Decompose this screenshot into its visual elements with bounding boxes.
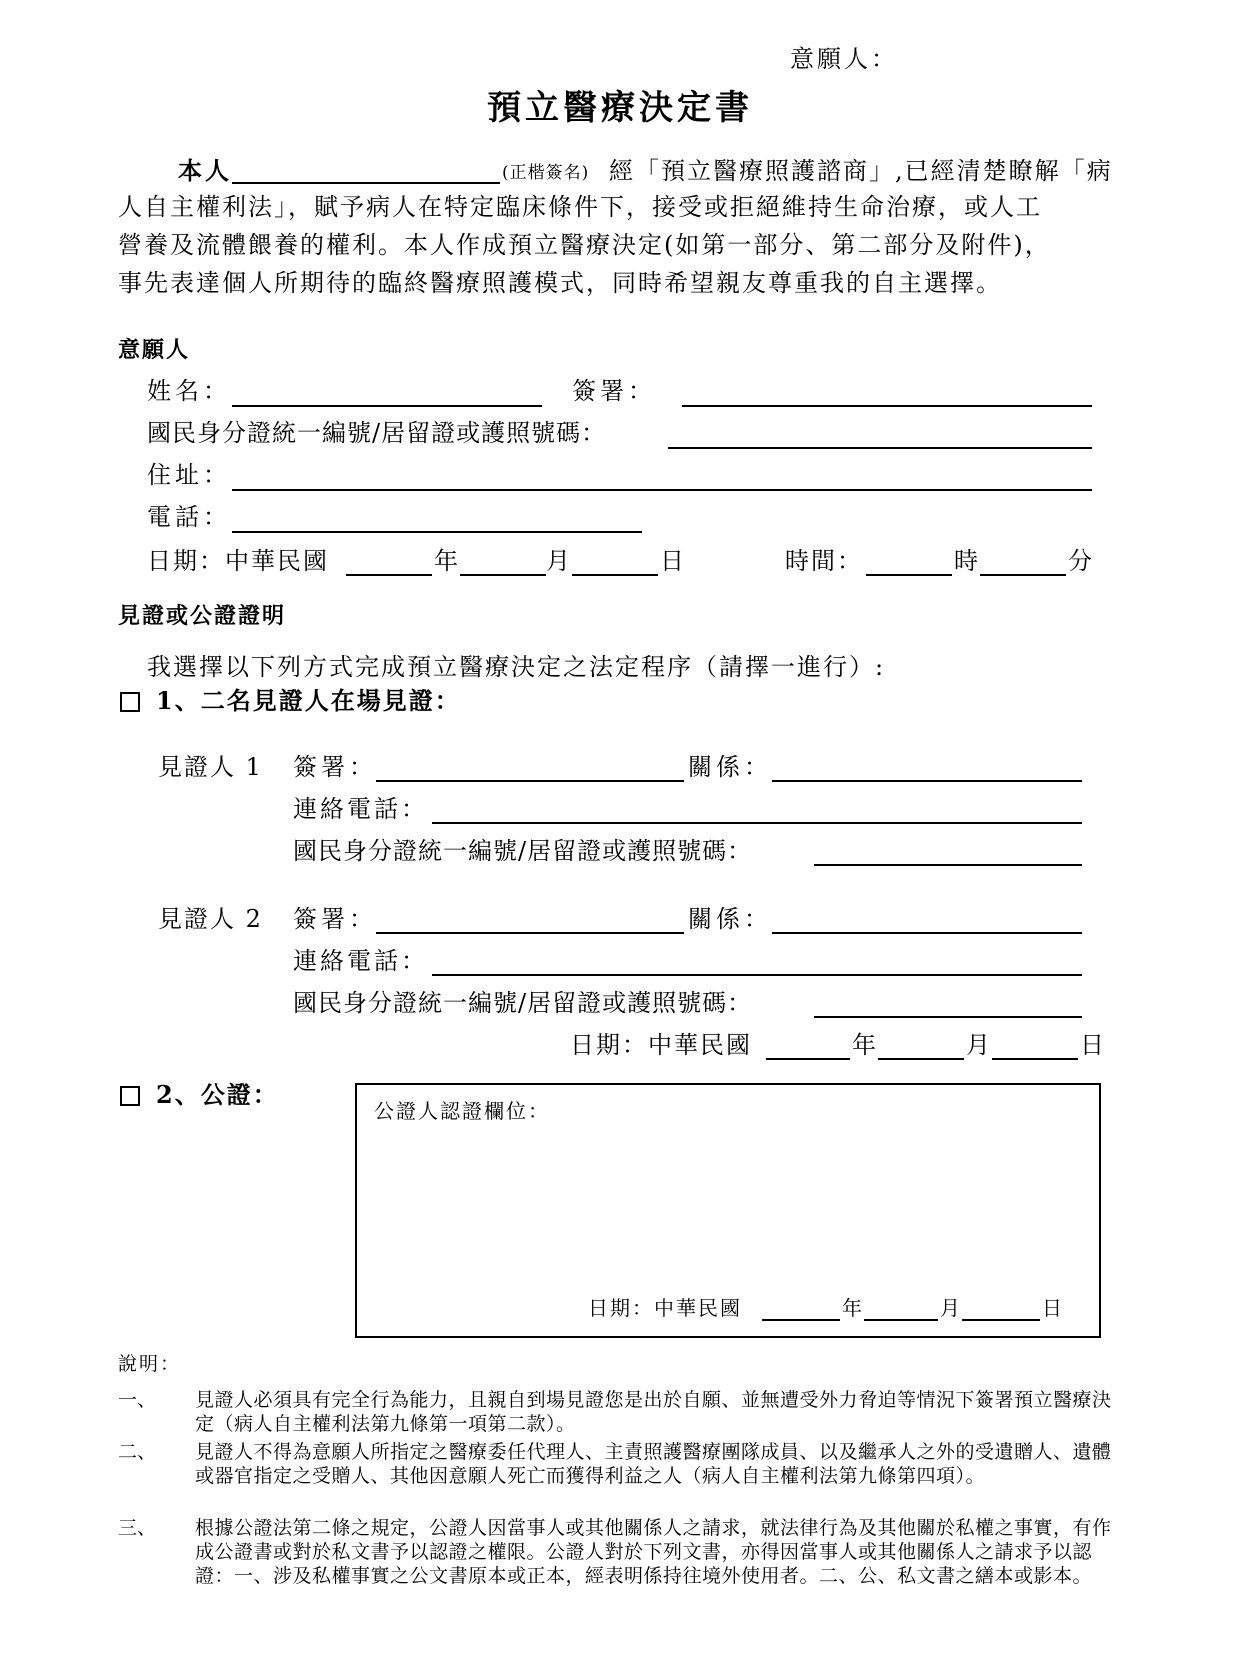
notary-date-day-field[interactable] bbox=[962, 1319, 1040, 1321]
intro-line3: 營養及流體餵養的權利。本人作成預立醫療決定(如第一部分、第二部分及附件)， bbox=[118, 231, 1051, 259]
witness2-label: 見證人 2 bbox=[158, 905, 263, 933]
notary-date-label: 日期：中華民國 bbox=[588, 1296, 742, 1320]
willer-header-label: 意願人： bbox=[790, 45, 898, 73]
willer-id-label: 國民身分證統一編號/居留證或護照號碼： bbox=[147, 419, 607, 447]
note1-text: 見證人必須具有完全行為能力，且親自到場見證您是出於自願、並無遭受外力脅迫等情況下簽署預立醫療決定（病人自主權利法第九條第一項第二款）。 bbox=[195, 1389, 1112, 1435]
intro-line4: 事先表達個人所期待的臨終醫療照護模式，同時希望親友尊重我的自主選擇。 bbox=[118, 269, 1002, 297]
notary-day-unit: 日 bbox=[1042, 1296, 1062, 1320]
witness-section-heading: 見證或公證證明 bbox=[118, 603, 287, 629]
note3-number: 三、 bbox=[118, 1517, 157, 1539]
willer-date-month-field[interactable] bbox=[460, 574, 546, 576]
willer-heading: 意願人 bbox=[118, 337, 191, 363]
willer-day-unit: 日 bbox=[660, 547, 684, 575]
witness-date-day-field[interactable] bbox=[992, 1058, 1078, 1060]
witness2-sign-label: 簽署： bbox=[293, 905, 377, 933]
willer-time-hour-field[interactable] bbox=[866, 574, 952, 576]
note2-number: 二、 bbox=[118, 1441, 157, 1463]
willer-sign-field[interactable] bbox=[682, 405, 1092, 407]
willer-hour-unit: 時 bbox=[954, 547, 978, 575]
notes-heading: 說明： bbox=[118, 1353, 182, 1375]
witness1-id-field[interactable] bbox=[814, 864, 1082, 866]
witness-date-label: 日期：中華民國 bbox=[570, 1031, 752, 1059]
willer-id-field[interactable] bbox=[668, 447, 1092, 449]
option2-label: 2、公證： bbox=[156, 1080, 279, 1109]
willer-date-label: 日期：中華民國 bbox=[147, 547, 329, 575]
intro-signature-line[interactable] bbox=[232, 182, 500, 184]
document-title: 預立醫療決定書 bbox=[487, 88, 753, 128]
witness1-label: 見證人 1 bbox=[158, 753, 263, 781]
option1-label: 1、二名見證人在場見證： bbox=[156, 686, 461, 715]
intro-lead: 本人 bbox=[178, 156, 232, 185]
witness1-sign-field[interactable] bbox=[376, 780, 684, 782]
note3-text: 根據公證法第二條之規定，公證人因當事人或其他關係人之請求，就法律行為及其他關於私權之事實，有作成公證書或對於私文書予以認證之權限。公證人對於下列文書，亦得因當事人或其他關係人之請求予以認證：一、涉及私權事實之公文書原本或正本，經表明係持往境外使用者。二、公、私文書之繕本或影本。 bbox=[195, 1517, 1112, 1587]
witness-instruction: 我選擇以下列方式完成預立醫療決定之法定程序（請擇一進行）: bbox=[147, 653, 886, 681]
willer-address-field[interactable] bbox=[232, 489, 1092, 491]
note1-number: 一、 bbox=[118, 1389, 157, 1411]
willer-address-label: 住址： bbox=[147, 461, 231, 489]
willer-year-unit: 年 bbox=[434, 547, 458, 575]
option1-checkbox[interactable] bbox=[120, 692, 140, 712]
notary-month-unit: 月 bbox=[940, 1296, 960, 1320]
witness1-phone-field[interactable] bbox=[432, 822, 1082, 824]
witness1-id-label: 國民身分證統一編號/居留證或護照號碼： bbox=[293, 837, 753, 865]
witness-date-year-field[interactable] bbox=[766, 1058, 850, 1060]
witness2-phone-label: 連絡電話： bbox=[293, 947, 428, 975]
note2-text: 見證人不得為意願人所指定之醫療委任代理人、主責照護醫療團隊成員、以及繼承人之外的受遺贈人、遺體或器官指定之受贈人、其他因意願人死亡而獲得利益之人（病人自主權利法第九條第四項）。 bbox=[195, 1441, 1112, 1487]
intro-line2: 人自主權利法」，賦予病人在特定臨床條件下，接受或拒絕維持生命治療，或人工 bbox=[118, 193, 1042, 221]
notary-year-unit: 年 bbox=[842, 1296, 862, 1320]
witness-date-month-field[interactable] bbox=[878, 1058, 964, 1060]
witness2-id-field[interactable] bbox=[814, 1016, 1082, 1018]
notary-date-year-field[interactable] bbox=[762, 1319, 840, 1321]
witness2-sign-field[interactable] bbox=[376, 932, 684, 934]
willer-sign-label: 簽署： bbox=[572, 377, 656, 405]
witness1-relation-field[interactable] bbox=[772, 780, 1082, 782]
willer-name-field[interactable] bbox=[232, 405, 542, 407]
witness1-phone-label: 連絡電話： bbox=[293, 795, 428, 823]
willer-name-label: 姓名： bbox=[147, 377, 231, 405]
willer-time-label: 時間： bbox=[785, 547, 863, 575]
willer-month-unit: 月 bbox=[546, 547, 570, 575]
witness1-sign-label: 簽署： bbox=[293, 753, 377, 781]
option2-checkbox[interactable] bbox=[120, 1086, 140, 1106]
witness-year-unit: 年 bbox=[852, 1031, 876, 1059]
intro-sign-hint: (正楷簽名) bbox=[502, 163, 590, 183]
notary-box-label: 公證人認證欄位： bbox=[374, 1099, 550, 1123]
willer-time-minute-field[interactable] bbox=[980, 574, 1066, 576]
willer-date-day-field[interactable] bbox=[572, 574, 658, 576]
witness1-relation-label: 關係： bbox=[688, 753, 772, 781]
witness2-id-label: 國民身分證統一編號/居留證或護照號碼： bbox=[293, 989, 753, 1017]
witness2-relation-field[interactable] bbox=[772, 932, 1082, 934]
willer-date-year-field[interactable] bbox=[346, 574, 432, 576]
intro-line1-rest: 經「預立醫療照護諮商」,已經清楚瞭解「病 bbox=[609, 157, 1113, 185]
witness2-relation-label: 關係： bbox=[688, 905, 772, 933]
willer-phone-label: 電話： bbox=[147, 503, 231, 531]
willer-minute-unit: 分 bbox=[1068, 547, 1092, 575]
notary-date-month-field[interactable] bbox=[864, 1319, 938, 1321]
witness-month-unit: 月 bbox=[966, 1031, 990, 1059]
witness-day-unit: 日 bbox=[1080, 1031, 1104, 1059]
willer-phone-field[interactable] bbox=[232, 531, 642, 533]
witness2-phone-field[interactable] bbox=[432, 974, 1082, 976]
